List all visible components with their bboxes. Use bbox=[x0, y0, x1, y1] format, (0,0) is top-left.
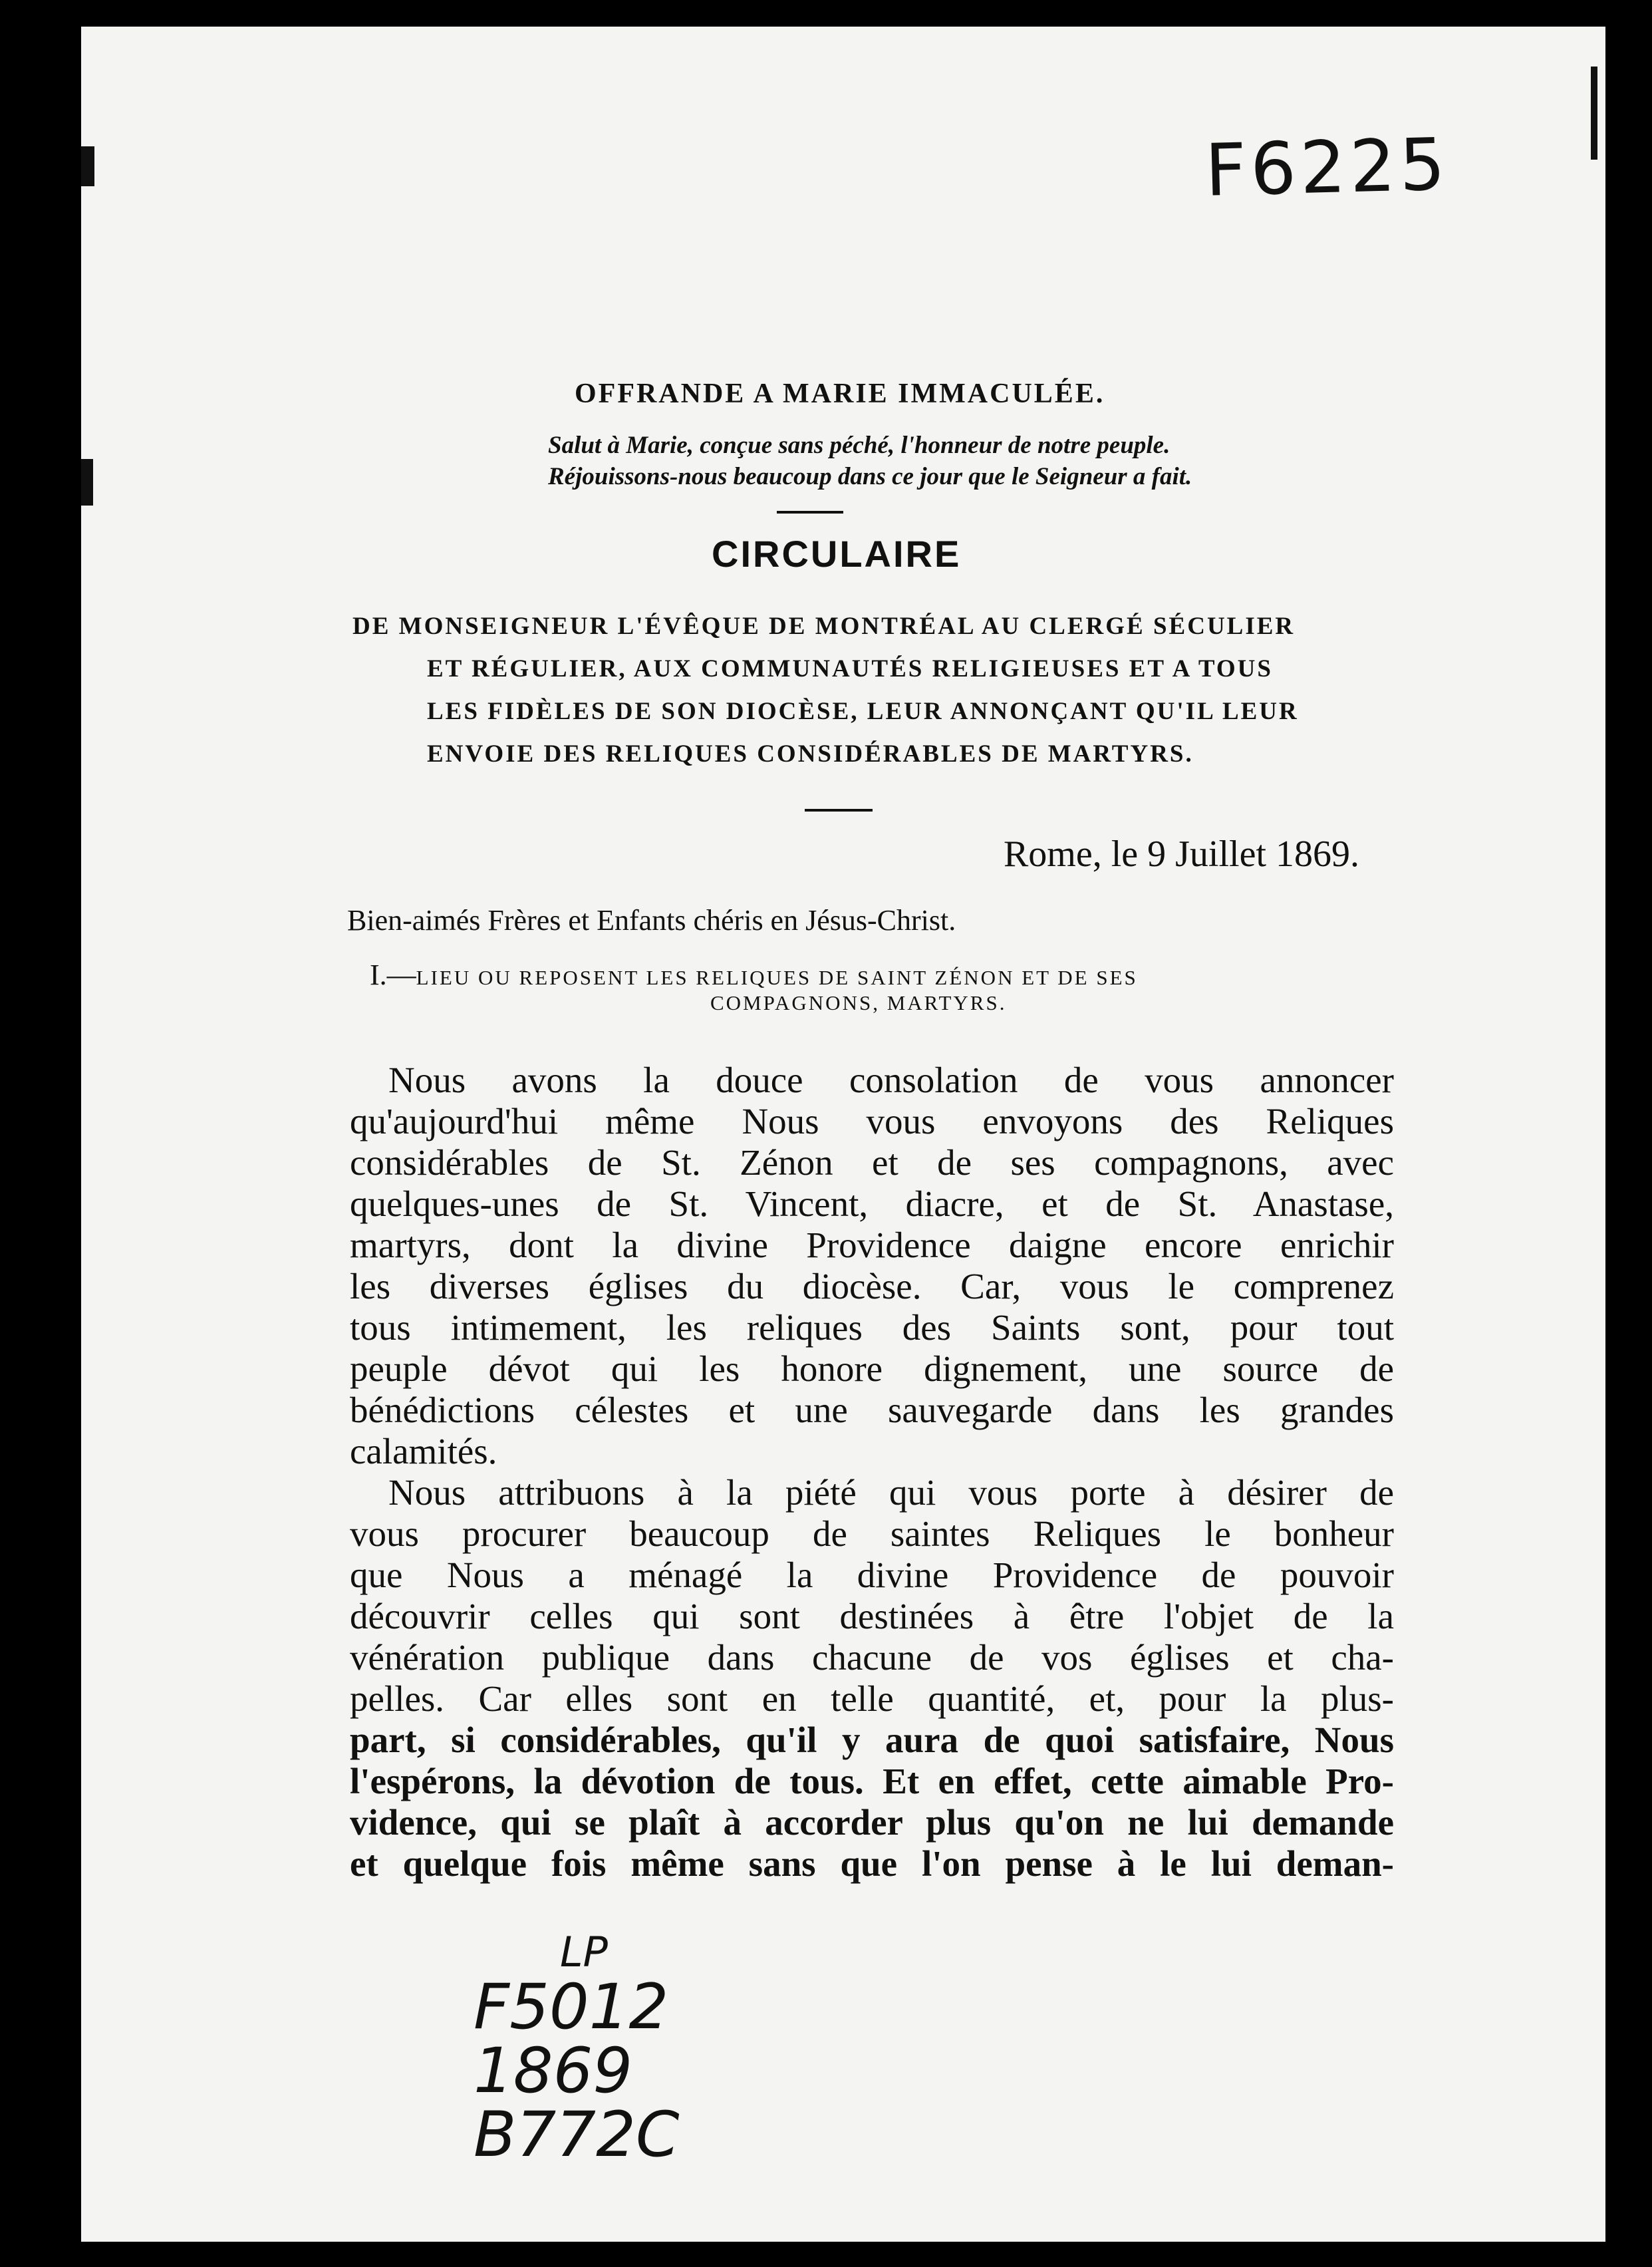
body-line: que Nous a ménagé la divine Providence de pouvoir bbox=[350, 1555, 1394, 1595]
body-line: part, si considérables, qu'il y aura de quoi satisfaire, Nous bbox=[350, 1720, 1394, 1760]
dateline: Rome, le 9 Juillet 1869. bbox=[1003, 833, 1359, 875]
epigraph-line: Salut à Marie, conçue sans péché, l'honneur de notre peuple. bbox=[548, 432, 1170, 459]
section-heading-continued: COMPAGNONS, MARTYRS. bbox=[710, 991, 1007, 1014]
annotation-line: LP bbox=[560, 1928, 608, 1976]
document-title: CIRCULAIRE bbox=[712, 533, 962, 575]
page-edge-mark bbox=[81, 146, 94, 186]
body-line: Nous avons la douce consolation de vous annoncer bbox=[388, 1060, 1394, 1100]
section-number: I.— bbox=[370, 959, 416, 991]
subtitle-line: ET RÉGULIER, AUX COMMUNAUTÉS RELIGIEUSES ET A TOUS bbox=[427, 655, 1273, 682]
body-line: tous intimement, les reliques des Saints sont, pour tout bbox=[350, 1307, 1394, 1348]
epigraph-title: OFFRANDE A MARIE IMMACULÉE. bbox=[575, 378, 1105, 409]
subtitle-line: DE MONSEIGNEUR L'ÉVÊQUE DE MONTRÉAL AU CLERGÉ SÉCULIER bbox=[352, 613, 1296, 640]
body-line: peuple dévot qui les honore dignement, une source de bbox=[350, 1348, 1394, 1389]
salutation: Bien-aimés Frères et Enfants chéris en Jésus-Christ. bbox=[347, 904, 956, 937]
catalog-annotation-bottom bbox=[474, 1928, 680, 2171]
body-line: bénédictions célestes et une sauvegarde dans les grandes bbox=[350, 1390, 1394, 1430]
body-line: vénération publique dans chacune de vos églises et cha- bbox=[350, 1637, 1394, 1678]
section-heading bbox=[370, 958, 1138, 992]
page-edge-mark bbox=[81, 459, 93, 506]
body-line: et quelque fois même sans que l'on pense à le lui deman- bbox=[350, 1843, 1394, 1884]
epigraph-line: Réjouissons-nous beaucoup dans ce jour que le Seigneur a fait. bbox=[548, 463, 1192, 490]
body-line: Nous attribuons à la piété qui vous porte à désirer de bbox=[388, 1472, 1394, 1513]
catalog-annotation-top: F6225 bbox=[1204, 123, 1450, 213]
page-edge-mark bbox=[1591, 67, 1597, 160]
body-line: les diverses églises du diocèse. Car, vous le comprenez bbox=[350, 1266, 1394, 1306]
body-line: qu'aujourd'hui même Nous vous envoyons des Reliques bbox=[350, 1101, 1394, 1141]
body-line: vidence, qui se plaît à accorder plus qu'on ne lui demande bbox=[350, 1802, 1394, 1843]
annotation-line: F5012 bbox=[474, 1971, 669, 2043]
annotation-line: 1869 bbox=[474, 2035, 633, 2107]
body-line: découvrir celles qui sont destinées à être l'objet de la bbox=[350, 1596, 1394, 1636]
separator-rule bbox=[805, 809, 873, 812]
section-heading-text: LIEU OU REPOSENT LES RELIQUES DE SAINT ZÉNON ET DE SES bbox=[416, 966, 1138, 989]
subtitle-line: LES FIDÈLES DE SON DIOCÈSE, LEUR ANNONÇANT QU'IL LEUR bbox=[427, 698, 1299, 725]
body-line: calamités. bbox=[350, 1431, 497, 1471]
body-line: martyrs, dont la divine Providence daigne encore enrichir bbox=[350, 1225, 1394, 1265]
body-line: pelles. Car elles sont en telle quantité, et, pour la plus- bbox=[350, 1678, 1394, 1719]
body-line: considérables de St. Zénon et de ses compagnons, avec bbox=[350, 1142, 1394, 1183]
annotation-line: B772C bbox=[474, 2099, 680, 2171]
body-line: quelques-unes de St. Vincent, diacre, et de St. Anastase, bbox=[350, 1183, 1394, 1224]
body-line: vous procurer beaucoup de saintes Reliques le bonheur bbox=[350, 1513, 1394, 1554]
subtitle-line: ENVOIE DES RELIQUES CONSIDÉRABLES DE MARTYRS. bbox=[427, 740, 1194, 768]
body-line: l'espérons, la dévotion de tous. Et en effet, cette aimable Pro- bbox=[350, 1761, 1394, 1801]
document-page bbox=[81, 27, 1605, 2242]
separator-rule bbox=[777, 511, 843, 514]
